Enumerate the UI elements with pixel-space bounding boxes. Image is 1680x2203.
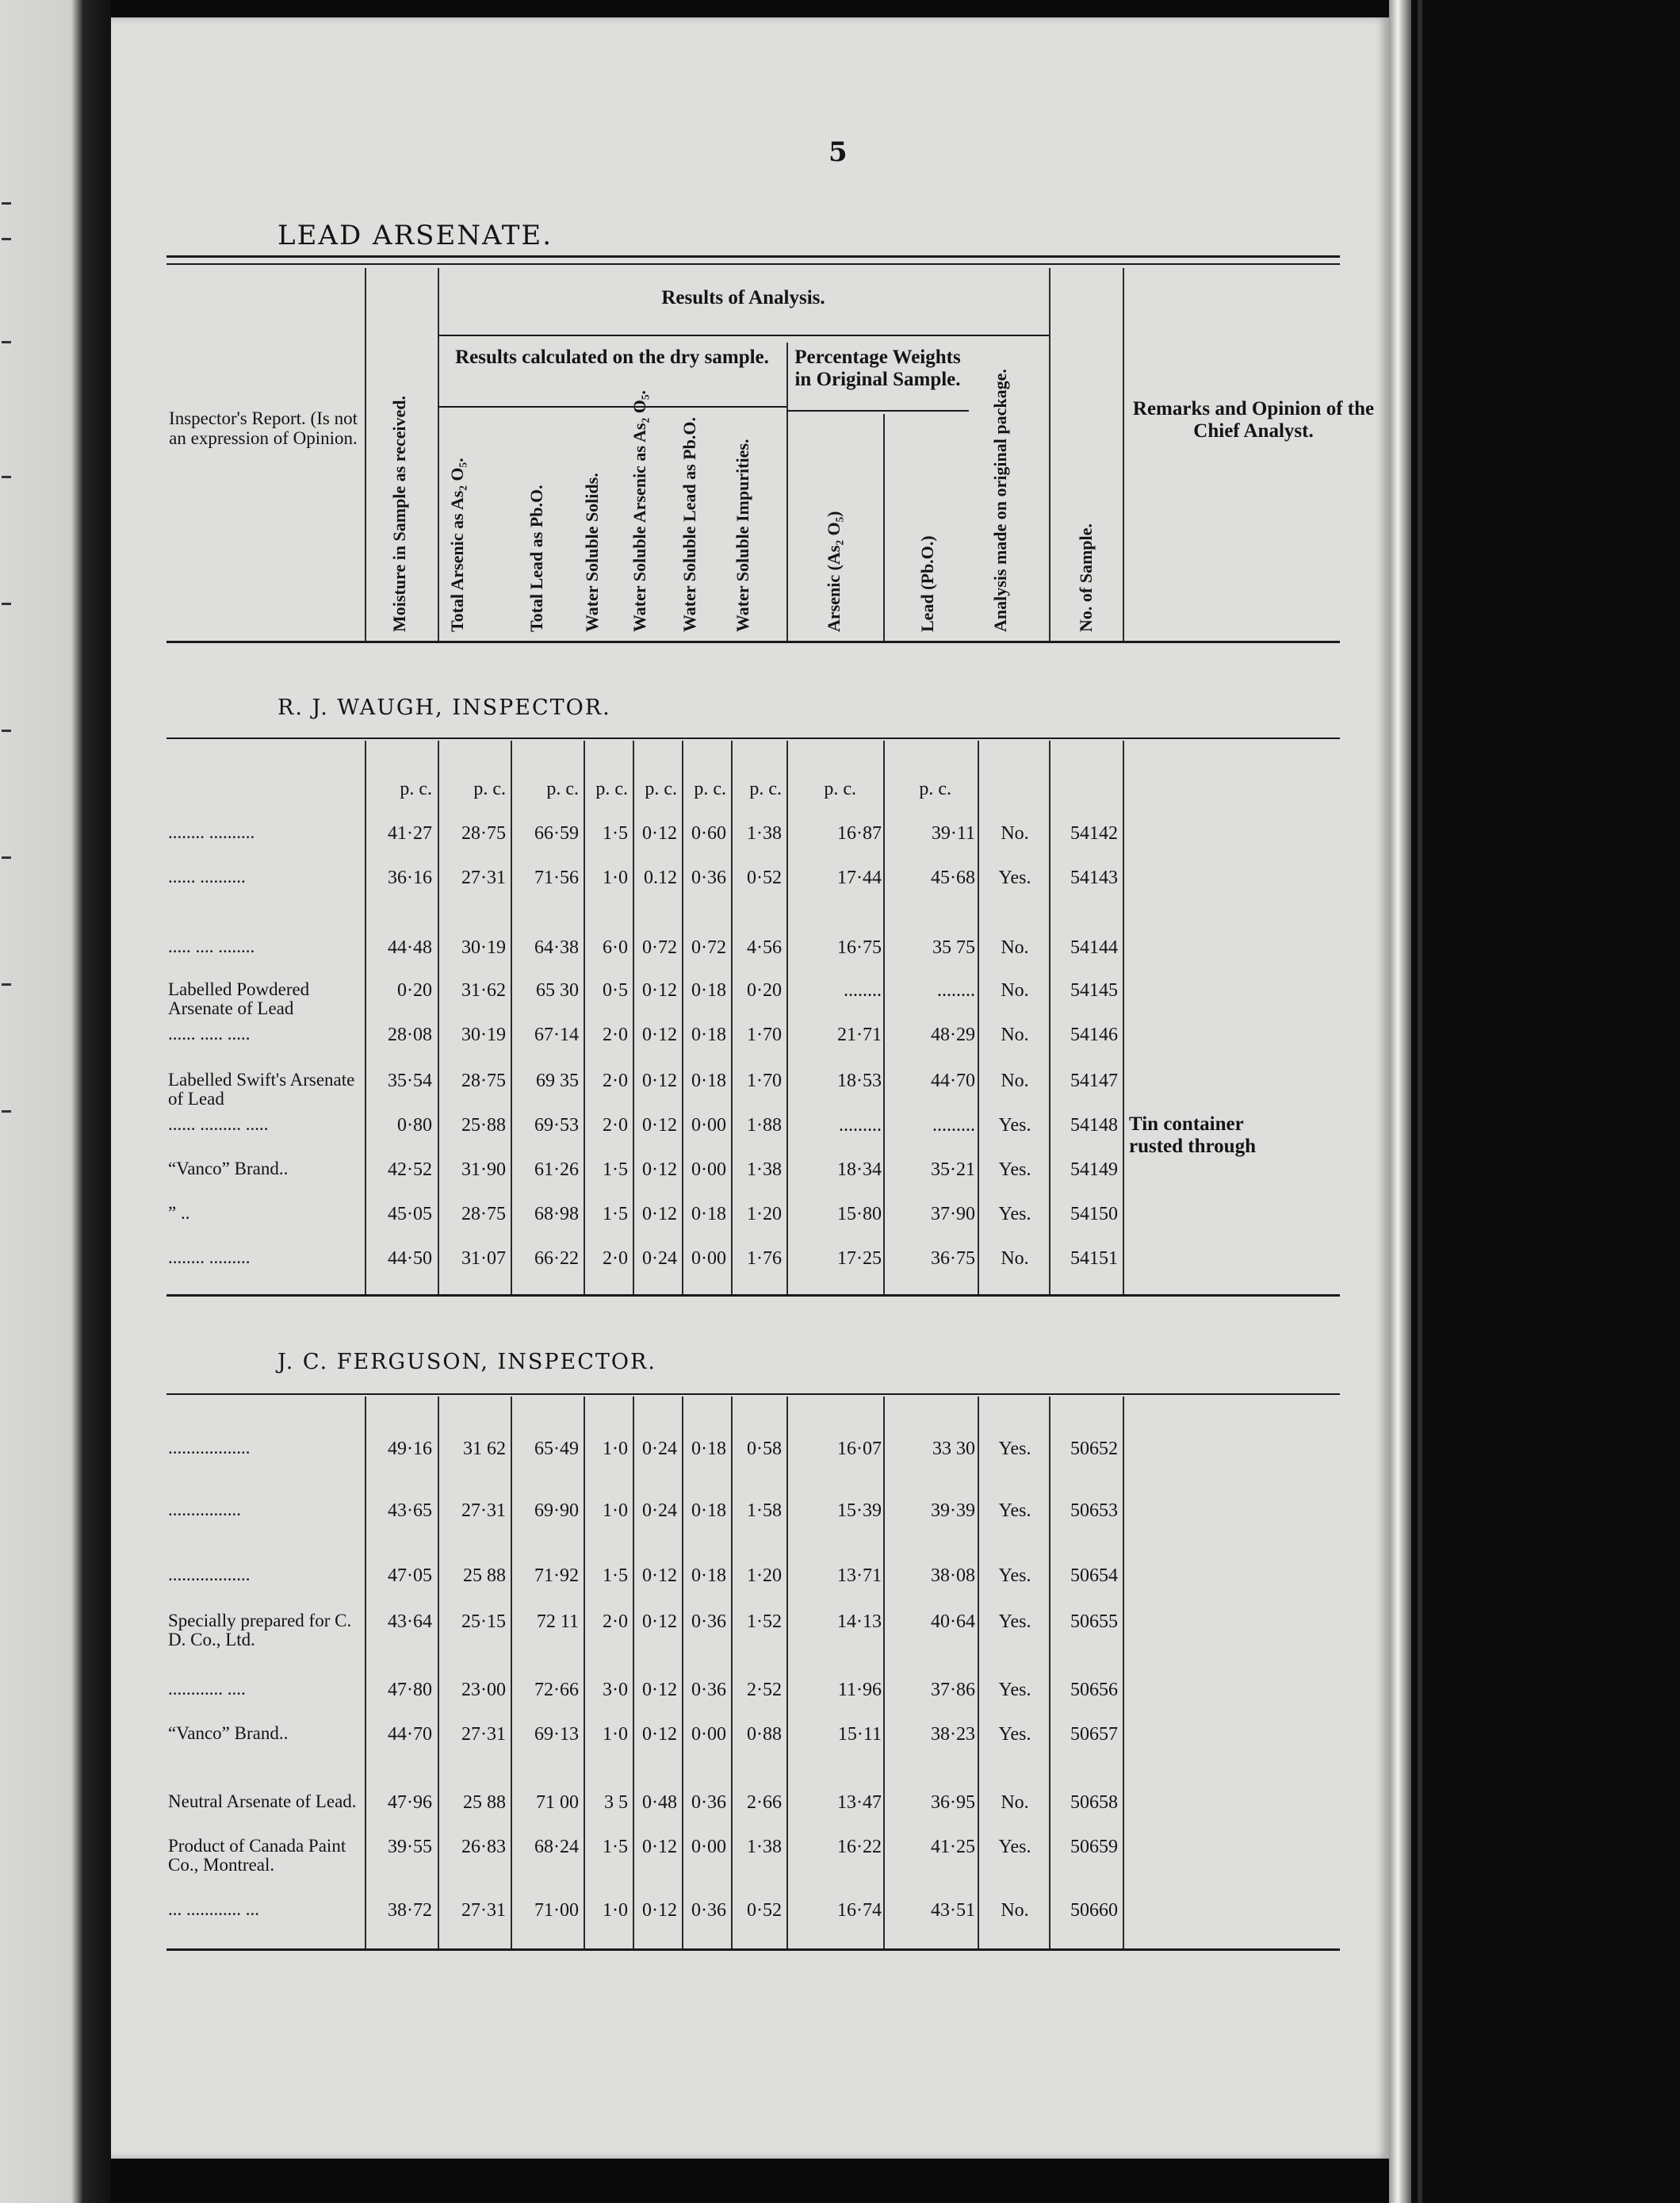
unit-label: p. c. bbox=[645, 779, 677, 799]
table-cell: 2·0 bbox=[603, 1025, 628, 1045]
dark-background bbox=[1411, 0, 1680, 2203]
table-cell: 1·38 bbox=[747, 823, 782, 844]
row-description: ” .. bbox=[168, 1203, 190, 1223]
table-cell: 11·96 bbox=[837, 1680, 882, 1700]
table-cell: 43·64 bbox=[388, 1611, 432, 1632]
table-cell: 42·52 bbox=[388, 1159, 432, 1180]
column-divider bbox=[883, 741, 885, 1294]
section-rule bbox=[166, 1393, 1340, 1395]
table-cell: 0·18 bbox=[691, 1500, 726, 1521]
table-cell: 0·48 bbox=[642, 1792, 677, 1813]
table-cell: 69 35 bbox=[536, 1071, 579, 1091]
table-cell: 30·19 bbox=[461, 1025, 506, 1045]
table-cell: 50660 bbox=[1070, 1900, 1118, 1921]
column-divider bbox=[883, 1397, 885, 1948]
table-cell: 67·14 bbox=[534, 1025, 579, 1045]
table-cell: 13·47 bbox=[837, 1792, 882, 1813]
table-cell: 54151 bbox=[1070, 1248, 1118, 1269]
table-cell: 50655 bbox=[1070, 1611, 1118, 1632]
table-cell: 36·16 bbox=[388, 868, 432, 888]
table-cell: 13·71 bbox=[837, 1565, 882, 1586]
table-cell: 1·38 bbox=[747, 1159, 782, 1180]
table-cell: 18·34 bbox=[837, 1159, 882, 1180]
inspector-heading: R. J. WAUGH, INSPECTOR. bbox=[277, 695, 611, 720]
table-cell: 2·0 bbox=[603, 1611, 628, 1632]
table-cell: 38·72 bbox=[388, 1900, 432, 1921]
column-divider bbox=[511, 1397, 512, 1948]
table-cell: 1·20 bbox=[747, 1565, 782, 1586]
table-cell: 0·12 bbox=[642, 980, 677, 1001]
table-cell: 54144 bbox=[1070, 937, 1118, 958]
table-cell: 50659 bbox=[1070, 1837, 1118, 1857]
table-cell: No. bbox=[1001, 1900, 1029, 1921]
table-cell: 26·83 bbox=[461, 1837, 506, 1857]
table-cell: 0·88 bbox=[747, 1724, 782, 1745]
table-cell: 16·07 bbox=[837, 1439, 882, 1459]
table-cell: 25·15 bbox=[461, 1611, 506, 1632]
table-cell: ......... bbox=[839, 1115, 882, 1136]
row-description: ................ bbox=[168, 1500, 241, 1519]
table-cell: 39·55 bbox=[388, 1837, 432, 1857]
table-cell: 1·5 bbox=[603, 1204, 628, 1224]
column-divider bbox=[365, 1397, 366, 1948]
table-cell: 1·0 bbox=[603, 1900, 628, 1921]
table-cell: 64·38 bbox=[534, 937, 579, 958]
column-divider bbox=[786, 1397, 788, 1948]
table-cell: 50657 bbox=[1070, 1724, 1118, 1745]
table-cell: 47·05 bbox=[388, 1565, 432, 1586]
table-cell: 66·59 bbox=[534, 823, 579, 844]
table-cell: 1·0 bbox=[603, 1439, 628, 1459]
table-cell: 35 75 bbox=[932, 937, 975, 958]
header-arsenic-orig: Arsenic (As₂ O₅) bbox=[824, 511, 844, 632]
row-description: .................. bbox=[168, 1438, 251, 1458]
table-cell: 50652 bbox=[1070, 1439, 1118, 1459]
table-cell: 0·72 bbox=[642, 937, 677, 958]
table-cell: 44·48 bbox=[388, 937, 432, 958]
table-cell: 0·20 bbox=[747, 980, 782, 1001]
table-cell: 0·52 bbox=[747, 868, 782, 888]
table-cell: Yes. bbox=[998, 868, 1031, 888]
table-cell: 0·24 bbox=[642, 1500, 677, 1521]
table-cell: 31·07 bbox=[461, 1248, 506, 1269]
column-divider bbox=[1123, 741, 1124, 1294]
table-cell: 1·5 bbox=[603, 823, 628, 844]
row-description: “Vanco” Brand.. bbox=[168, 1723, 289, 1743]
table-cell: 47·80 bbox=[388, 1680, 432, 1700]
table-cell: 0·80 bbox=[397, 1115, 432, 1136]
row-description: ............ .... bbox=[168, 1679, 246, 1699]
table-cell: 61·26 bbox=[534, 1159, 579, 1180]
column-divider bbox=[438, 1397, 439, 1948]
table-cell: No. bbox=[1001, 1025, 1029, 1045]
row-description: .................. bbox=[168, 1565, 251, 1584]
table-cell: 36·95 bbox=[931, 1792, 975, 1813]
table-cell: 68·24 bbox=[534, 1837, 579, 1857]
header-ws-solids: Water Soluble Solids. bbox=[582, 473, 602, 632]
table-cell: 1·52 bbox=[747, 1611, 782, 1632]
table-cell: 54143 bbox=[1070, 868, 1118, 888]
table-cell: 43·51 bbox=[931, 1900, 975, 1921]
table-cell: 48·29 bbox=[931, 1025, 975, 1045]
table-cell: 17·44 bbox=[837, 868, 882, 888]
unit-label: p. c. bbox=[400, 779, 432, 799]
table-cell: 50653 bbox=[1070, 1500, 1118, 1521]
table-cell: 37·86 bbox=[931, 1680, 975, 1700]
unit-label: p. c. bbox=[473, 779, 506, 799]
table-cell: 1·76 bbox=[747, 1248, 782, 1269]
document-page bbox=[111, 17, 1389, 2159]
table-cell: 41·25 bbox=[931, 1837, 975, 1857]
table-cell: Yes. bbox=[998, 1611, 1031, 1632]
table-cell: 0·58 bbox=[747, 1439, 782, 1459]
table-cell: 65 30 bbox=[536, 980, 579, 1001]
table-cell: 0·18 bbox=[691, 1204, 726, 1224]
table-cell: 0·00 bbox=[691, 1159, 726, 1180]
header-ws-arsenic: Water Soluble Arsenic as As₂ O₅. bbox=[630, 390, 649, 632]
table-cell: 0·12 bbox=[642, 1724, 677, 1745]
table-cell: 0·12 bbox=[642, 1071, 677, 1091]
header-ws-impurities: Water Soluble Impurities. bbox=[733, 439, 752, 632]
table-cell: 27·31 bbox=[461, 868, 506, 888]
table-cell: 16·75 bbox=[837, 937, 882, 958]
table-cell: 0·12 bbox=[642, 1115, 677, 1136]
table-cell: 3 5 bbox=[604, 1792, 628, 1813]
table-cell: 43·65 bbox=[388, 1500, 432, 1521]
table-cell: 36·75 bbox=[931, 1248, 975, 1269]
column-divider bbox=[978, 1397, 979, 1948]
table-cell: 0·24 bbox=[642, 1248, 677, 1269]
table-cell: 1·0 bbox=[603, 868, 628, 888]
table-cell: 35·21 bbox=[931, 1159, 975, 1180]
table-cell: 54149 bbox=[1070, 1159, 1118, 1180]
table-cell: 16·87 bbox=[837, 823, 882, 844]
table-cell: 0·18 bbox=[691, 1439, 726, 1459]
table-cell: 0·52 bbox=[747, 1900, 782, 1921]
margin-marks bbox=[0, 0, 16, 2203]
header-results-dry: Results calculated on the dry sample. bbox=[455, 347, 769, 368]
table-cell: 1·88 bbox=[747, 1115, 782, 1136]
table-cell: Yes. bbox=[998, 1680, 1031, 1700]
row-description: ...... .......... bbox=[168, 867, 246, 887]
table-cell: 0·5 bbox=[603, 980, 628, 1001]
table-cell: 0·12 bbox=[642, 1900, 677, 1921]
table-cell: No. bbox=[1001, 1071, 1029, 1091]
table-cell: 72·66 bbox=[534, 1680, 579, 1700]
table-cell: 21·71 bbox=[837, 1025, 882, 1045]
page-title: LEAD ARSENATE. bbox=[277, 220, 553, 251]
table-cell: No. bbox=[1001, 980, 1029, 1001]
table-cell: 1·38 bbox=[747, 1837, 782, 1857]
table-cell: 18·53 bbox=[837, 1071, 882, 1091]
table-cell: 0·18 bbox=[691, 1565, 726, 1586]
table-cell: 71·00 bbox=[534, 1900, 579, 1921]
table-cell: Yes. bbox=[998, 1115, 1031, 1136]
table-cell: 25 88 bbox=[463, 1792, 506, 1813]
table-cell: Yes. bbox=[998, 1159, 1031, 1180]
inspector-heading: J. C. FERGUSON, INSPECTOR. bbox=[277, 1350, 656, 1374]
table-cell: 39·39 bbox=[931, 1500, 975, 1521]
table-cell: 69·53 bbox=[534, 1115, 579, 1136]
row-description: Product of Canada Paint Co., Montreal. bbox=[168, 1836, 346, 1875]
table-cell: 44·50 bbox=[388, 1248, 432, 1269]
table-cell: 1·58 bbox=[747, 1500, 782, 1521]
remark-text: Tin container rusted through bbox=[1129, 1113, 1256, 1157]
table-cell: 17·25 bbox=[837, 1248, 882, 1269]
table-cell: 1·5 bbox=[603, 1565, 628, 1586]
row-description: Neutral Arsenate of Lead. bbox=[168, 1791, 357, 1811]
table-cell: 65·49 bbox=[534, 1439, 579, 1459]
table-cell: 0·36 bbox=[691, 1900, 726, 1921]
table-cell: 0·72 bbox=[691, 937, 726, 958]
section-end-rule bbox=[166, 1948, 1340, 1951]
table-cell: 2·0 bbox=[603, 1071, 628, 1091]
row-description: ..... .... ........ bbox=[168, 937, 255, 956]
unit-label: p. c. bbox=[824, 779, 856, 799]
adjacent-page-edge bbox=[0, 0, 111, 2203]
unit-label: p. c. bbox=[546, 779, 579, 799]
table-cell: 0.12 bbox=[644, 868, 677, 888]
table-cell: 0·36 bbox=[691, 1792, 726, 1813]
table-cell: 0·12 bbox=[642, 1680, 677, 1700]
table-cell: 69·13 bbox=[534, 1724, 579, 1745]
unit-label: p. c. bbox=[595, 779, 628, 799]
table-cell: 35·54 bbox=[388, 1071, 432, 1091]
table-cell: 16·74 bbox=[837, 1900, 882, 1921]
table-cell: 72 11 bbox=[536, 1611, 579, 1632]
table-cell: 45·68 bbox=[931, 868, 975, 888]
table-cell: Yes. bbox=[998, 1204, 1031, 1224]
table-cell: 0·00 bbox=[691, 1724, 726, 1745]
column-divider bbox=[731, 1397, 733, 1948]
table-cell: 2·52 bbox=[747, 1680, 782, 1700]
table-cell: 68·98 bbox=[534, 1204, 579, 1224]
table-cell: 0·36 bbox=[691, 1680, 726, 1700]
table-cell: 0·12 bbox=[642, 1159, 677, 1180]
table-cell: 0·12 bbox=[642, 1837, 677, 1857]
table-cell: 71·56 bbox=[534, 868, 579, 888]
page-number: 5 bbox=[829, 136, 848, 168]
header-ws-lead: Water Soluble Lead as Pb.O. bbox=[679, 417, 699, 632]
header-remarks: Remarks and Opinion of the Chief Analyst. bbox=[1132, 398, 1375, 442]
table-cell: 28·75 bbox=[461, 1071, 506, 1091]
table-cell: 0·12 bbox=[642, 1025, 677, 1045]
table-cell: ........ bbox=[937, 980, 975, 1001]
table-cell: 44·70 bbox=[388, 1724, 432, 1745]
header-no-sample: No. of Sample. bbox=[1076, 523, 1096, 632]
section-end-rule bbox=[166, 1294, 1340, 1297]
table-cell: 1·5 bbox=[603, 1837, 628, 1857]
unit-label: p. c. bbox=[749, 779, 782, 799]
table-cell: 0·24 bbox=[642, 1439, 677, 1459]
table-cell: 71 00 bbox=[536, 1792, 579, 1813]
column-divider bbox=[1123, 1397, 1124, 1948]
table-cell: 39·11 bbox=[931, 823, 975, 844]
table-cell: 0·12 bbox=[642, 1565, 677, 1586]
table-cell: 28·75 bbox=[461, 823, 506, 844]
table-cell: 0·12 bbox=[642, 1204, 677, 1224]
table-cell: 31·90 bbox=[461, 1159, 506, 1180]
row-description: ........ .......... bbox=[168, 822, 255, 842]
column-divider bbox=[786, 741, 788, 1294]
column-divider bbox=[1049, 1397, 1050, 1948]
table-cell: 25 88 bbox=[463, 1565, 506, 1586]
table-cell: 25·88 bbox=[461, 1115, 506, 1136]
row-description: ........ ......... bbox=[168, 1247, 251, 1267]
table-cell: 44·70 bbox=[931, 1071, 975, 1091]
header-inspector-report: Inspector's Report. (Is not an expression of Opinion. bbox=[169, 408, 358, 449]
row-description: ...... ..... ..... bbox=[168, 1024, 251, 1044]
table-cell: 45·05 bbox=[388, 1204, 432, 1224]
table-cell: 1·0 bbox=[603, 1724, 628, 1745]
column-divider bbox=[682, 1397, 683, 1948]
table-cell: 2·0 bbox=[603, 1248, 628, 1269]
row-description: ...... ......... ..... bbox=[168, 1114, 269, 1134]
table-cell: 50654 bbox=[1070, 1565, 1118, 1586]
table-cell: 1·5 bbox=[603, 1159, 628, 1180]
table-cell: Yes. bbox=[998, 1439, 1031, 1459]
table-cell: Yes. bbox=[998, 1837, 1031, 1857]
table-cell: 47·96 bbox=[388, 1792, 432, 1813]
table-cell: No. bbox=[1001, 1248, 1029, 1269]
row-description: “Vanco” Brand.. bbox=[168, 1159, 289, 1178]
unit-label: p. c. bbox=[919, 779, 951, 799]
table-cell: 1·20 bbox=[747, 1204, 782, 1224]
table-cell: 54148 bbox=[1070, 1115, 1118, 1136]
row-description: Labelled Powdered Arsenate of Lead bbox=[168, 979, 310, 1019]
table-cell: 0·18 bbox=[691, 1071, 726, 1091]
column-divider bbox=[633, 1397, 634, 1948]
table-cell: No. bbox=[1001, 823, 1029, 844]
table-cell: 54142 bbox=[1070, 823, 1118, 844]
table-cell: 0·18 bbox=[691, 1025, 726, 1045]
table-cell: 54146 bbox=[1070, 1025, 1118, 1045]
table-cell: 6·0 bbox=[603, 937, 628, 958]
table-cell: 28·75 bbox=[461, 1204, 506, 1224]
table-cell: No. bbox=[1001, 1792, 1029, 1813]
table-cell: 0·20 bbox=[397, 980, 432, 1001]
header-percentage-weights: Percentage Weights in Original Sample. bbox=[794, 347, 961, 390]
column-divider bbox=[584, 1397, 585, 1948]
table-cell: 15·80 bbox=[837, 1204, 882, 1224]
table-cell: 27·31 bbox=[461, 1724, 506, 1745]
row-description: Labelled Swift's Arsenate of Lead bbox=[168, 1070, 355, 1109]
table-cell: 3·0 bbox=[603, 1680, 628, 1700]
table-cell: Yes. bbox=[998, 1500, 1031, 1521]
table-cell: 0·12 bbox=[642, 823, 677, 844]
table-cell: 16·22 bbox=[837, 1837, 882, 1857]
table-cell: 4·56 bbox=[747, 937, 782, 958]
table-cell: 27·31 bbox=[461, 1500, 506, 1521]
table-cell: 69·90 bbox=[534, 1500, 579, 1521]
table-cell: 50658 bbox=[1070, 1792, 1118, 1813]
table-cell: 0·12 bbox=[642, 1611, 677, 1632]
table-cell: 15·39 bbox=[837, 1500, 882, 1521]
table-cell: 1·70 bbox=[747, 1071, 782, 1091]
table-cell: 40·64 bbox=[931, 1611, 975, 1632]
row-description: Specially prepared for C. D. Co., Ltd. bbox=[168, 1611, 352, 1650]
row-description: ... ............ ... bbox=[168, 1899, 259, 1919]
table-cell: 2·0 bbox=[603, 1115, 628, 1136]
table-cell: 30·19 bbox=[461, 937, 506, 958]
table-cell: 49·16 bbox=[388, 1439, 432, 1459]
header-orig-package: Analysis made on original package. bbox=[990, 369, 1010, 632]
table-cell: 31·62 bbox=[461, 980, 506, 1001]
table-cell: 27·31 bbox=[461, 1900, 506, 1921]
table-cell: 66·22 bbox=[534, 1248, 579, 1269]
table-cell: 0·60 bbox=[691, 823, 726, 844]
section-rule bbox=[166, 738, 1340, 739]
table-cell: 0·36 bbox=[691, 868, 726, 888]
table-cell: 71·92 bbox=[534, 1565, 579, 1586]
table-cell: 33 30 bbox=[932, 1439, 975, 1459]
unit-label: p. c. bbox=[694, 779, 726, 799]
page-edge bbox=[1389, 0, 1411, 2203]
table-cell: 54150 bbox=[1070, 1204, 1118, 1224]
table-cell: 54147 bbox=[1070, 1071, 1118, 1091]
table-cell: 14·13 bbox=[837, 1611, 882, 1632]
table-cell: 1·0 bbox=[603, 1500, 628, 1521]
table-cell: 50656 bbox=[1070, 1680, 1118, 1700]
table-cell: ......... bbox=[932, 1115, 975, 1136]
header-total-lead: Total Lead as Pb.O. bbox=[526, 485, 546, 632]
table-cell: 41·27 bbox=[388, 823, 432, 844]
table-cell: No. bbox=[1001, 937, 1029, 958]
table-cell: 37·90 bbox=[931, 1204, 975, 1224]
header-total-arsenic: Total Arsenic as As₂ O₅. bbox=[447, 458, 467, 632]
table-cell: 0·36 bbox=[691, 1611, 726, 1632]
table-cell: 38·23 bbox=[931, 1724, 975, 1745]
table-cell: 0·00 bbox=[691, 1115, 726, 1136]
header-lead-orig: Lead (Pb.O.) bbox=[917, 535, 937, 632]
table-cell: Yes. bbox=[998, 1565, 1031, 1586]
table-cell: 31 62 bbox=[463, 1439, 506, 1459]
table-cell: 28·08 bbox=[388, 1025, 432, 1045]
table-cell: 1·70 bbox=[747, 1025, 782, 1045]
header-results-of-analysis: Results of Analysis. bbox=[661, 287, 825, 308]
table-cell: Yes. bbox=[998, 1724, 1031, 1745]
table-cell: 0·18 bbox=[691, 980, 726, 1001]
table-cell: 54145 bbox=[1070, 980, 1118, 1001]
table-cell: 23·00 bbox=[461, 1680, 506, 1700]
table-cell: ........ bbox=[844, 980, 882, 1001]
table-cell: 38·08 bbox=[931, 1565, 975, 1586]
table-cell: 2·66 bbox=[747, 1792, 782, 1813]
table-cell: 15·11 bbox=[837, 1724, 882, 1745]
header-moisture: Moisture in Sample as received. bbox=[389, 396, 409, 632]
table-cell: 0·00 bbox=[691, 1248, 726, 1269]
table-cell: 0·00 bbox=[691, 1837, 726, 1857]
